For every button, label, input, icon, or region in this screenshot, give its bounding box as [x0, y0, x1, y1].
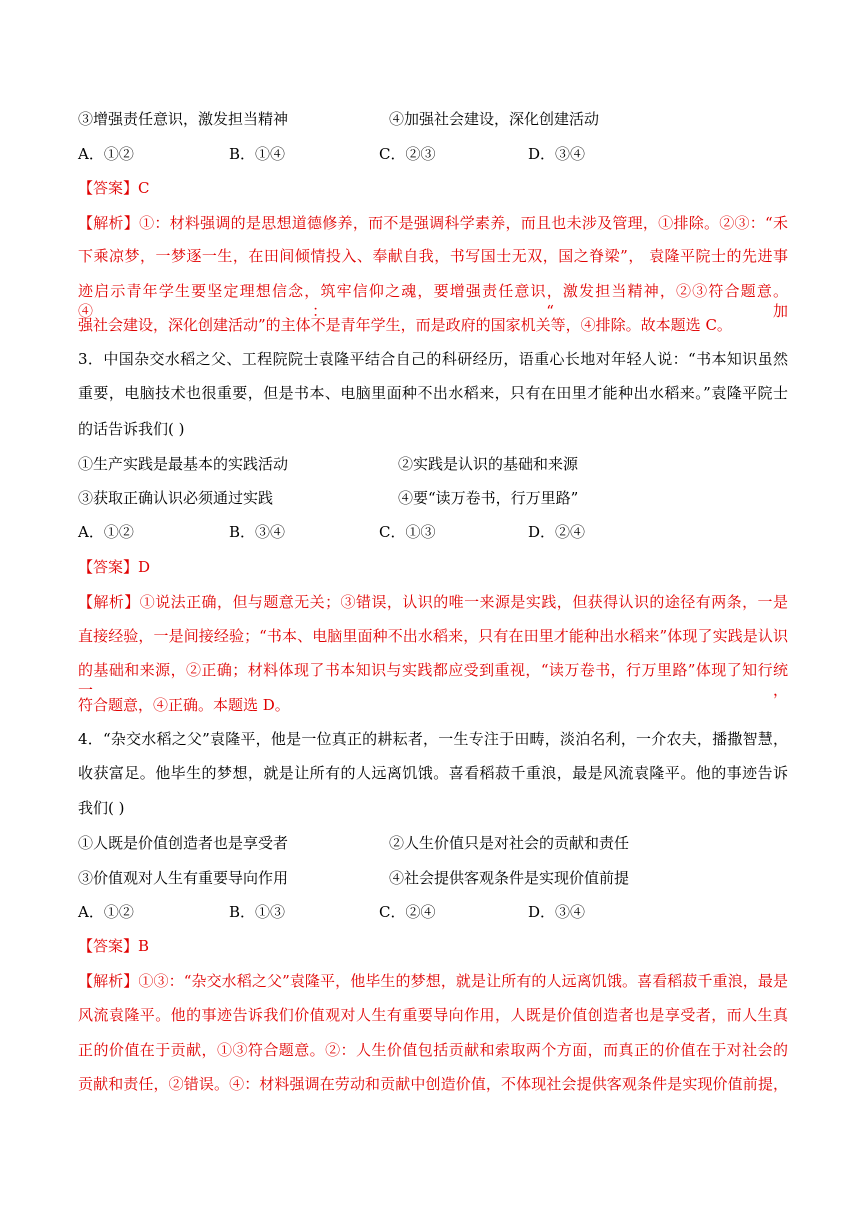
- answer-tag: 【答案】: [78, 558, 139, 576]
- q4-answer: [78, 936, 788, 956]
- q2-option-3: ③增强责任意识，激发担当精神: [78, 110, 289, 128]
- q2-answer: [78, 178, 788, 198]
- q2-choice-a: A．①②: [78, 145, 134, 163]
- q4-option-2: ②人生价值只是对社会的贡献和责任: [389, 834, 630, 852]
- q4-choice-d: D．③④: [528, 903, 586, 921]
- q3-analysis-line-1: [78, 592, 788, 612]
- q3-option-4: ④要“读万卷书，行万里路”: [398, 489, 579, 507]
- q2-option-4: ④加强社会建设，深化创建活动: [389, 110, 600, 128]
- q4-choice-c: C．②④: [379, 903, 436, 921]
- q4-stem-line-3: 我们( ): [78, 799, 125, 817]
- q2-analysis-line-2: 下乘凉梦，一梦逐一生，在田间倾情投入、奉献自我，书写国士无双，国之脊梁”， 袁隆平院士的先进事: [78, 247, 788, 265]
- analysis-tag: 【解析】: [78, 593, 140, 611]
- answer-value: C: [138, 179, 150, 197]
- q3-answer: [78, 557, 788, 577]
- q4-stem-line-1: 4．“杂交水稻之父”袁隆平，他是一位真正的耕耘者，一生专注于田畴，淡泊名利，一介农夫，播撒智慧，: [78, 730, 788, 748]
- q3-stem-line-2: 重要，电脑技术也很重要，但是书本、电脑里面种不出水稻来，只有在田里才能种出水稻来。”袁隆平院士: [78, 384, 788, 402]
- q4-analysis-line-4: 贡献和责任，②错误。④：材料强调在劳动和贡献中创造价值，不体现社会提供客观条件是实现价值前提，: [78, 1075, 788, 1093]
- q4-choice-a: A．①②: [78, 903, 134, 921]
- q4-option-1: ①人既是价值创造者也是享受者: [78, 834, 289, 852]
- q4-choice-b: B．①③: [229, 903, 286, 921]
- analysis-text: ①：材料强调的是思想道德修养，而不是强调科学素养，而且也未涉及管理，①排除。②③：“禾: [139, 214, 788, 232]
- q2-choice-b: B．①④: [229, 145, 286, 163]
- analysis-tag: 【解析】: [78, 972, 139, 990]
- q4-option-4: ④社会提供客观条件是实现价值前提: [389, 869, 630, 887]
- analysis-text: ①说法正确，但与题意无关；③错误，认识的唯一来源是实践，但获得认识的途径有两条，一是: [139, 593, 788, 611]
- q3-analysis-line-4: 符合题意，④正确。本题选 D。: [78, 696, 290, 714]
- q2-choice-c: C．②③: [379, 145, 436, 163]
- q3-analysis-line-2: 直接经验，一是间接经验；“书本、电脑里面种不出水稻来，只有在田里才能种出水稻来”体现了实践是认识: [78, 627, 788, 645]
- q3-stem-line-1: 3．中国杂交水稻之父、工程院院士袁隆平结合自己的科研经历，语重心长地对年轻人说：“书本知识虽然: [78, 350, 788, 368]
- q2-analysis-line-4: 强社会建设，深化创建活动”的主体不是青年学生，而是政府的国家机关等，④排除。故本题选 C。: [78, 316, 732, 334]
- q2-analysis-line-1: [78, 213, 788, 233]
- answer-value: B: [138, 937, 150, 955]
- q3-option-2: ②实践是认识的基础和来源: [398, 455, 579, 473]
- q3-choice-a: A．①②: [78, 523, 134, 541]
- q3-choice-d: D．②④: [528, 523, 586, 541]
- q4-analysis-line-1: [78, 971, 788, 991]
- q3-analysis-line-3: 的基础和来源，②正确；材料体现了书本知识与实践都应受到重视，“读万卷书，行万里路”体现了知行统一，: [78, 661, 788, 699]
- analysis-tag: 【解析】: [78, 214, 140, 232]
- q2-analysis-line-3: 迹启示青年学生要坚定理想信念，筑牢信仰之魂，要增强责任意识，激发担当精神，②③符合题意。④：“加: [78, 282, 788, 320]
- q4-stem-line-2: 收获富足。他毕生的梦想，就是让所有的人远离饥饿。喜看稻菽千重浪，最是风流袁隆平。他的事迹告诉: [78, 764, 788, 782]
- answer-tag: 【答案】: [78, 179, 139, 197]
- q4-analysis-line-2: 风流袁隆平。他的事迹告诉我们价值观对人生有重要导向作用，人既是价值创造者也是享受者，而人生真: [78, 1006, 788, 1024]
- q3-option-3: ③获取正确认识必须通过实践: [78, 489, 274, 507]
- q3-choice-b: B．③④: [229, 523, 286, 541]
- q4-option-3: ③价值观对人生有重要导向作用: [78, 869, 289, 887]
- q3-stem-line-3: 的话告诉我们( ): [78, 420, 185, 438]
- q2-choice-d: D．③④: [528, 145, 586, 163]
- q3-option-1: ①生产实践是最基本的实践活动: [78, 455, 289, 473]
- q4-analysis-line-3: 正的价值在于贡献，①③符合题意。②：人生价值包括贡献和索取两个方面，而真正的价值在于对社会的: [78, 1041, 788, 1059]
- answer-tag: 【答案】: [78, 937, 139, 955]
- analysis-text: ①③：“杂交水稻之父”袁隆平，他毕生的梦想，就是让所有的人远离饥饿。喜看稻菽千重浪，最是: [138, 972, 788, 990]
- answer-value: D: [138, 558, 151, 576]
- q3-choice-c: C．①③: [379, 523, 436, 541]
